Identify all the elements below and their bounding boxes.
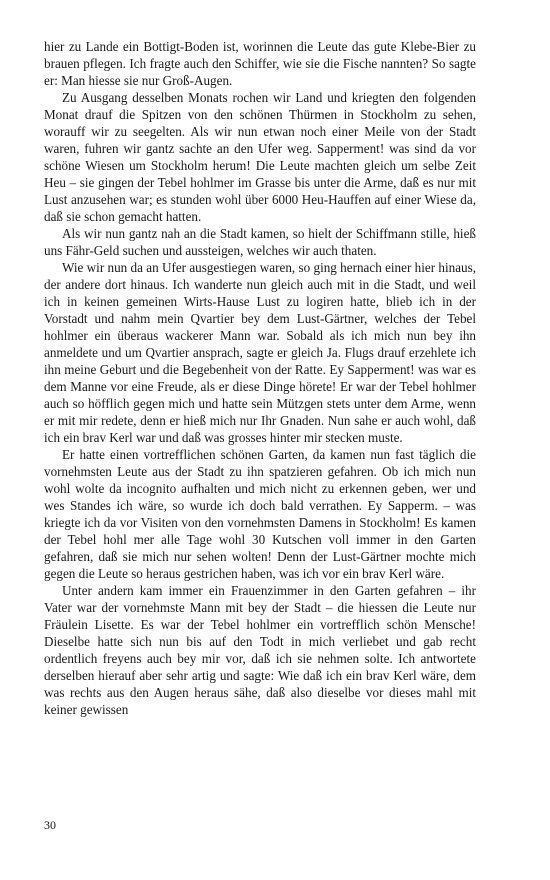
- paragraph: hier zu Lande ein Bottigt-Boden ist, worinnen die Leute das gute Klebe-Bier zu brauen pflegen. Ich fragte auch den Schiffer, wie sie die Fische nannten? So sagte er: Man hiesse sie nur Groß-Augen.: [44, 39, 476, 88]
- paragraph: Er hatte einen vortrefflichen schönen Garten, da kamen nun fast täglich die vornehmsten Leute aus der Stadt zu ihn spatzieren gefahren. Ob ich mich nun wohl wolte da incognito aufhalten und mich nicht zu erkennen geben, wer und wes Standes ich wäre, so wurde ich doch bald verrathen. Ey Sapperm. – was kriegte ich da vor Visiten von den vornehmsten Damens in Stockholm! Es kamen der Tebel hohl mer alle Tage wohl 30 Kutschen voll immer in den Garten gefahren, daß sie mich nur sehen wolten! Denn der Lust-Gärtner mochte mich gegen die Leute so heraus gestrichen haben, was ich vor ein brav Kerl wäre.: [44, 447, 476, 581]
- page-number: 30: [44, 818, 56, 832]
- paragraph: Zu Ausgang desselben Monats rochen wir Land und kriegten den folgenden Monat drauf die Spitzen von den schönen Thürmen in Stockholm zu sehen, worauff wir zu seegelten. Als wir nun etwan noch einer Meile von der Stadt waren, fuhren wir gantz sachte an den Ufer weg. Sapperment! was sind da vor schöne Wiesen um Stockholm herum! Die Leute machten gleich um selbe Zeit Heu – sie gingen der Tebel hohlmer im Grasse bis unter die Arme, daß es nur mit Lust anzusehen war; es stunden wohl über 6000 Heu-Hauffen auf einer Wiese da, daß sie schon gemacht hatten.: [44, 90, 476, 224]
- paragraph: Wie wir nun da an Ufer ausgestiegen waren, so ging hernach einer hier hinaus, der andere dort hinaus. Ich wanderte nun gleich auch mit in die Stadt, und weil ich in keinen gemeinen Wirts-Hause Lust zu logiren hatte, blieb ich in der Vorstadt und nahm mein Qvartier bey dem Lust-Gärtner, welches der Tebel hohlmer ein überaus wackerer Mann war. Sobald als ich mich nun bey ihn anmeldete und um Qvartier ansprach, sagte er gleich Ja. Flugs drauf erzehlete ich ihn meine Geburt und die Begebenheit von der Ratte. Ey Sapperment! was war es dem Manne vor eine Freude, als er diese Dinge hörete! Er war der Tebel hohlmer auch so höfflich gegen mich und hatte sein Mützgen stets unter dem Arme, wenn er mit mir redete, denn er hieß mich nur Ihr Gnaden. Nun sahe er auch wohl, daß ich ein brav Kerl war und daß was grosses hinter mir stecken muste.: [44, 260, 476, 445]
- paragraph: Unter andern kam immer ein Frauenzimmer in den Garten gefahren – ihr Vater war der vornehmste Mann mit bey der Stadt – die hiessen die Leute nur Fräulein Lisette. Es war der Tebel hohlmer ein vortrefflich schön Mensche! Dieselbe hatte sich nun bis auf den Todt in mich verliebet und gab recht ordentlich freyens auch bey mir vor, daß ich sie nehmen solte. Ich antwortete derselben hierauf aber sehr artig und sagte: Wie daß ich ein brav Kerl wäre, dem was rechts aus den Augen heraus sähe, daß also dieselbe vor dieses mahl mit keiner gewissen: [44, 583, 476, 717]
- paragraph: Als wir nun gantz nah an die Stadt kamen, so hielt der Schiffmann stille, hieß uns Fähr-Geld suchen und aussteigen, welches wir auch thaten.: [44, 226, 476, 258]
- book-page-text: [44, 38, 476, 718]
